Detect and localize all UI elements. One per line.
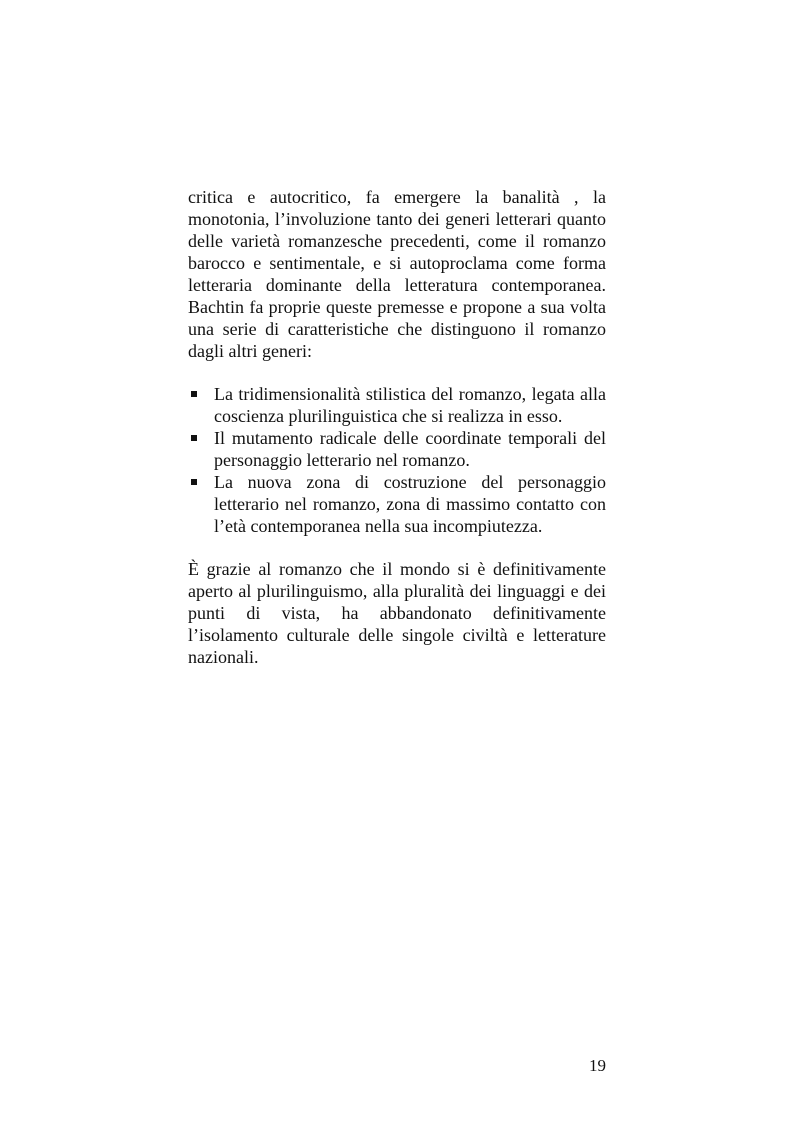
square-bullet-icon bbox=[191, 435, 197, 441]
square-bullet-icon bbox=[191, 391, 197, 397]
list-item bbox=[188, 383, 606, 427]
square-bullet-icon bbox=[191, 479, 197, 485]
characteristics-list bbox=[188, 383, 606, 537]
list-item-text: La tridimensionalità stilistica del romanzo, legata alla coscienza plurilinguistica che si realizza in esso. bbox=[214, 384, 606, 426]
page-body bbox=[188, 186, 606, 668]
list-item bbox=[188, 471, 606, 537]
paragraph-conclusion: È grazie al romanzo che il mondo si è definitivamente aperto al plurilinguismo, alla pluralità dei linguaggi e dei punti di vista, ha abbandonato definitivamente l’isolamento culturale delle singole civiltà e letterature nazionali. bbox=[188, 559, 606, 667]
paragraph-intro: critica e autocritico, fa emergere la banalità , la monotonia, l’involuzione tanto dei generi letterari quanto delle varietà romanzesche precedenti, come il romanzo barocco e sentimentale, e si autoproclama come forma letteraria dominante della letteratura contemporanea. Bachtin fa proprie queste premesse e propone a sua volta una serie di caratteristiche che distinguono il romanzo dagli altri generi: bbox=[188, 187, 606, 361]
list-item bbox=[188, 427, 606, 471]
list-item-text: Il mutamento radicale delle coordinate temporali del personaggio letterario nel romanzo. bbox=[214, 428, 606, 470]
page-number: 19 bbox=[589, 1056, 606, 1075]
list-item-text: La nuova zona di costruzione del personaggio letterario nel romanzo, zona di massimo contatto con l’età contemporanea nella sua incompiutezza. bbox=[214, 472, 606, 536]
